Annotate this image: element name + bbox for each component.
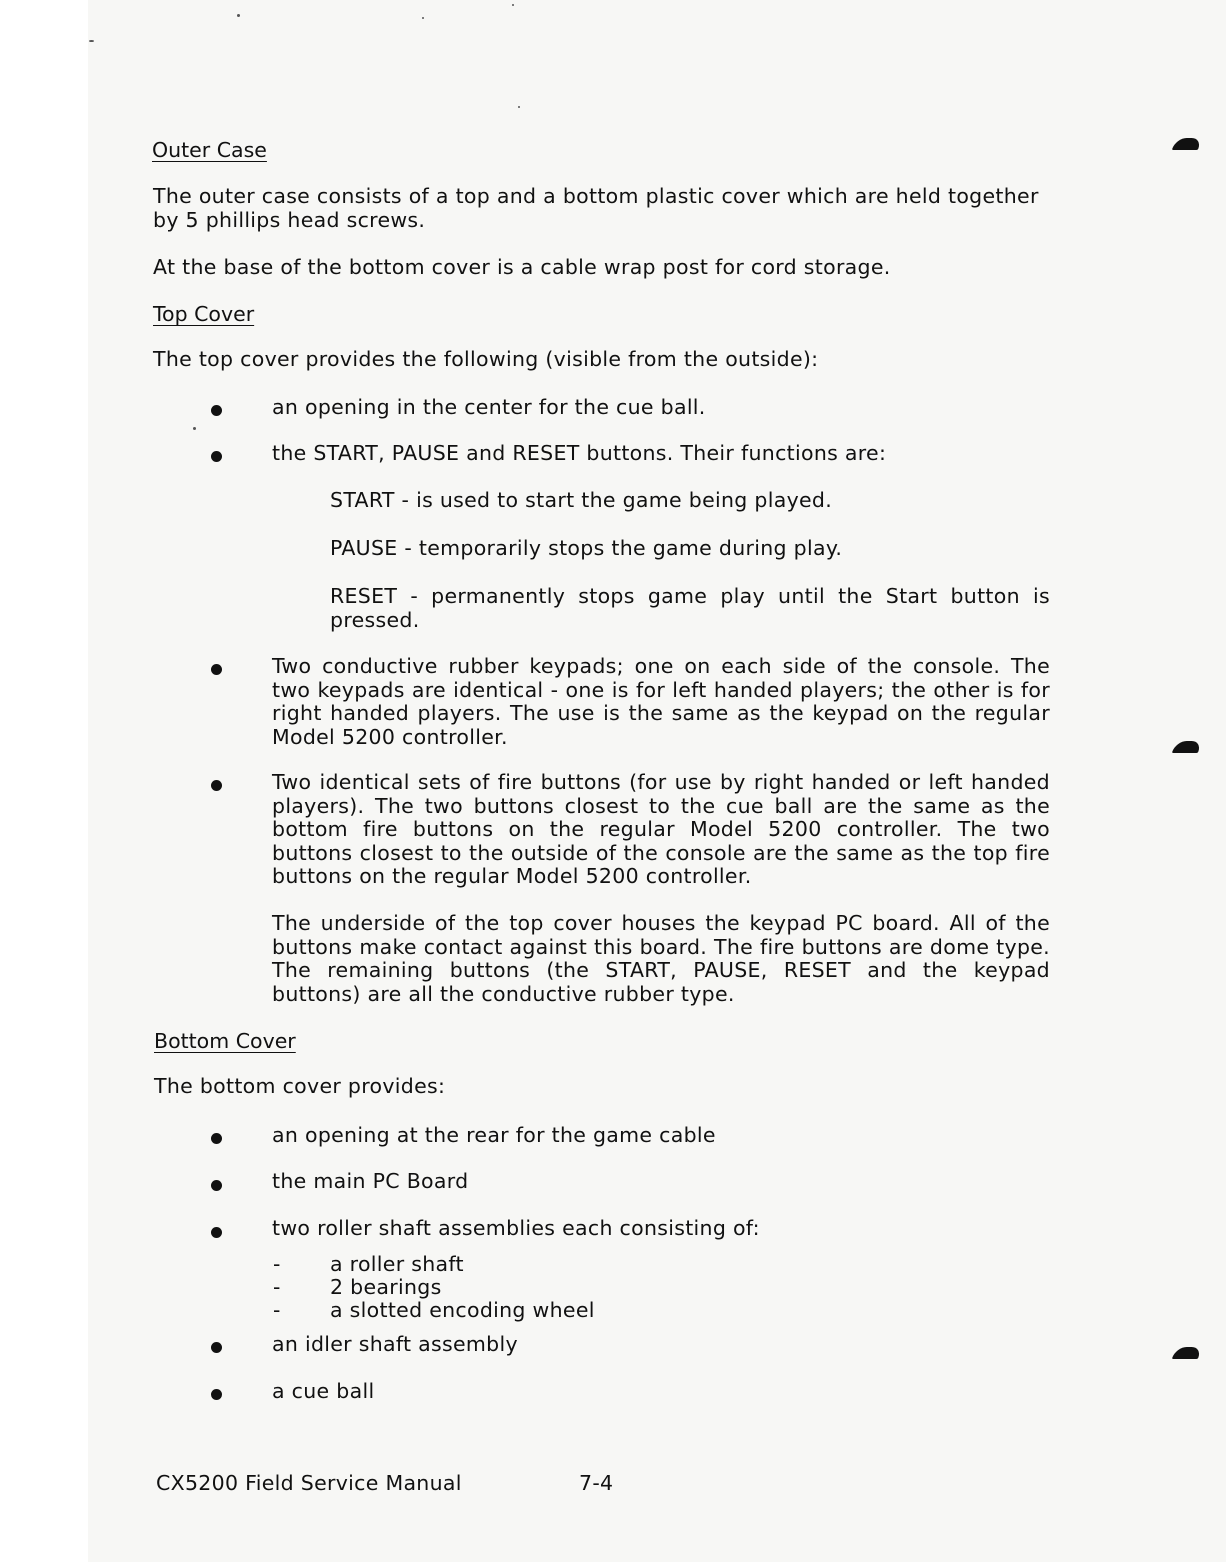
heading-outer-case: Outer Case — [152, 138, 267, 162]
outer-case-description: The outer case consists of a top and a bottom plastic cover which are held together by 5 phillips head screws. — [153, 184, 1039, 232]
sub-item: a roller shaft — [330, 1252, 464, 1276]
sub-item: 2 bearings — [330, 1275, 442, 1299]
bullet-icon — [211, 1389, 222, 1400]
footer-page-number: 7-4 — [579, 1471, 614, 1495]
scan-speck — [422, 17, 424, 19]
scan-speck — [237, 14, 240, 17]
reset-function: RESET - permanently stops game play until the Start button is pressed. — [330, 584, 1050, 632]
binder-mark — [1172, 138, 1202, 150]
start-function: START - is used to start the game being played. — [330, 488, 833, 512]
sub-item-dash: - — [273, 1252, 281, 1276]
bottom-cover-intro: The bottom cover provides: — [154, 1074, 446, 1098]
top-cover-intro: The top cover provides the following (visible from the outside): — [153, 347, 819, 371]
bullet-icon — [211, 1227, 222, 1238]
underside-description: The underside of the top cover houses the keypad PC board. All of the buttons make contact against this board. The fire buttons are dome type. The remaining buttons (the START, PAUSE, RESET and the keypad buttons) are all the conductive rubber type. — [272, 911, 1050, 1006]
cable-wrap-note: At the base of the bottom cover is a cable wrap post for cord storage. — [153, 255, 891, 279]
pause-function: PAUSE - temporarily stops the game during play. — [330, 536, 843, 560]
sub-item-dash: - — [273, 1298, 281, 1322]
bullet-icon — [211, 451, 222, 462]
sub-item-dash: - — [273, 1275, 281, 1299]
list-item: an opening in the center for the cue ball. — [272, 395, 706, 419]
scan-speck — [518, 106, 520, 108]
scan-speck — [89, 40, 94, 42]
heading-top-cover: Top Cover — [153, 302, 255, 326]
list-item-fire-buttons: Two identical sets of fire buttons (for use by right handed or left handed players). The two buttons closest to the cue ball are the same as the bottom fire buttons on the regular Model 5200 controller. The two buttons closest to the outside of the console are the same as the top fire buttons on the regular Model 5200 controller. — [272, 770, 1050, 888]
list-item: the START, PAUSE and RESET buttons. Their functions are: — [272, 441, 887, 465]
footer-manual-title: CX5200 Field Service Manual — [156, 1471, 462, 1495]
list-item: the main PC Board — [272, 1169, 469, 1193]
bullet-icon — [211, 780, 222, 791]
list-item: a cue ball — [272, 1379, 375, 1403]
bullet-icon — [211, 1180, 222, 1191]
bullet-icon — [211, 405, 222, 416]
bullet-icon — [211, 664, 222, 675]
list-item-keypads: Two conductive rubber keypads; one on each side of the console. The two keypads are identical - one is for left handed players; the other is for right handed players. The use is the same as the keypad on the regular Model 5200 controller. — [272, 654, 1050, 749]
sub-item: a slotted encoding wheel — [330, 1298, 595, 1322]
list-item: two roller shaft assemblies each consisting of: — [272, 1216, 760, 1240]
bullet-icon — [211, 1133, 222, 1144]
scan-speck — [193, 427, 196, 430]
binder-mark — [1172, 741, 1202, 753]
scan-speck — [512, 4, 514, 6]
list-item: an opening at the rear for the game cable — [272, 1123, 716, 1147]
heading-bottom-cover: Bottom Cover — [154, 1029, 296, 1053]
binder-mark — [1172, 1347, 1202, 1359]
list-item: an idler shaft assembly — [272, 1332, 518, 1356]
bullet-icon — [211, 1342, 222, 1353]
